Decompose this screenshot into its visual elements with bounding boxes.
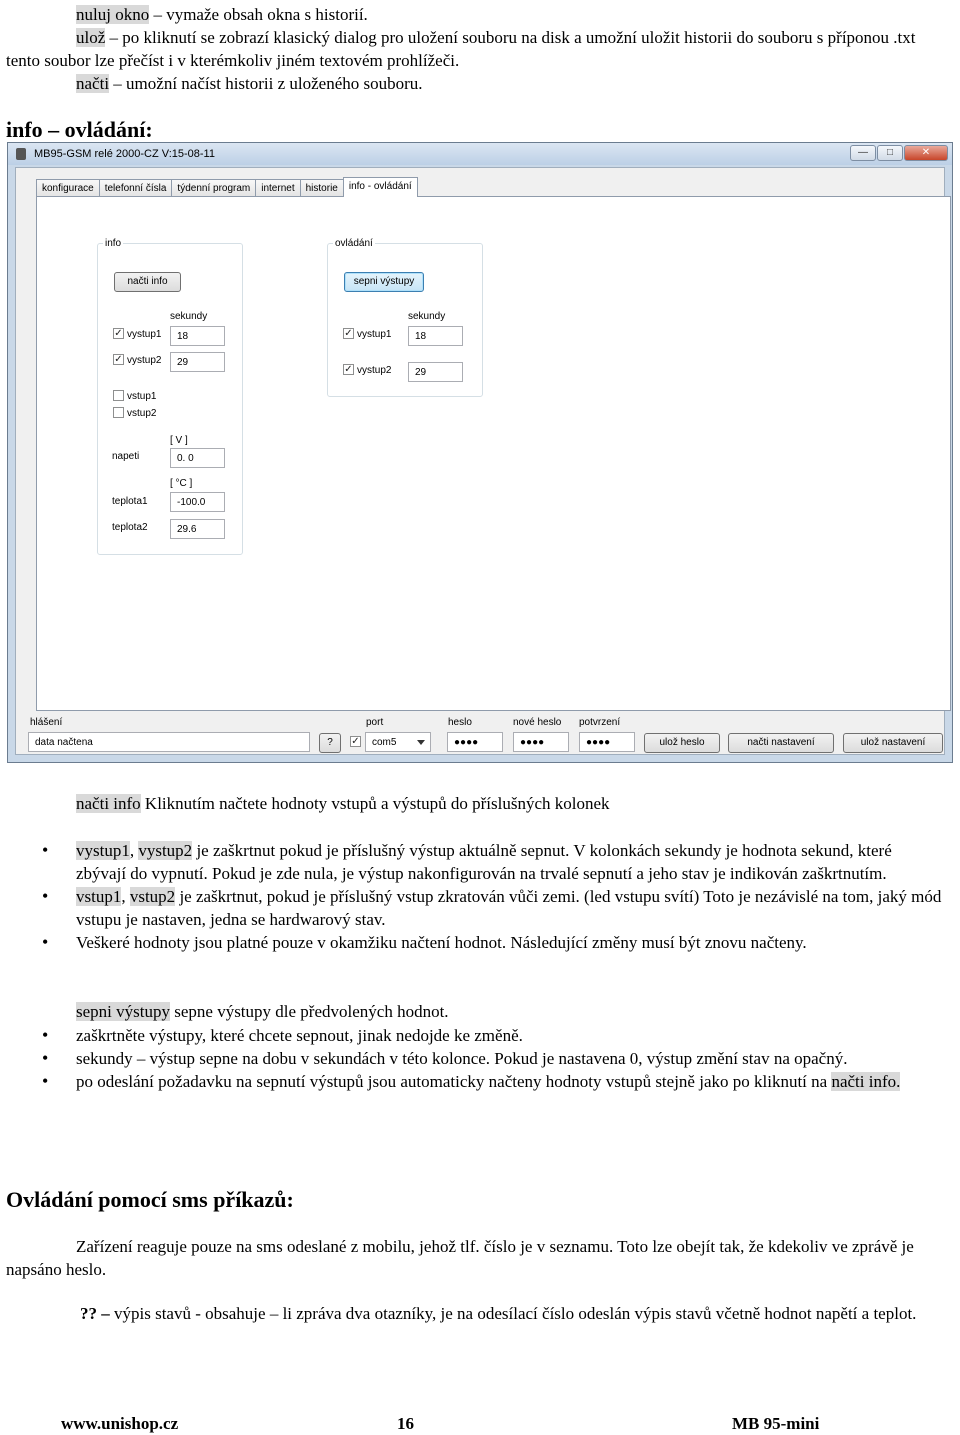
port-label: port: [366, 717, 384, 728]
tab-telefonni-cisla[interactable]: telefonní čísla: [99, 179, 173, 197]
info-group-title: info: [105, 238, 122, 249]
term-nacti: načti: [76, 74, 110, 93]
app-icon: [16, 148, 26, 160]
footer-page-number: 16: [397, 1414, 414, 1433]
intro-line-nacti: načti – umožní načíst historii z uloženého souboru.: [76, 74, 423, 93]
vystup1-seconds-field[interactable]: 18: [170, 326, 225, 346]
client-area: [15, 167, 945, 755]
minimize-icon[interactable]: —: [850, 145, 876, 161]
tab-panel-info-ovladani: [36, 196, 951, 711]
port-value: com5: [372, 737, 397, 748]
nacti-nastaveni-button[interactable]: načti nastavení: [728, 733, 834, 753]
sms-command-qq: ?? – výpis stavů - obsahuje – li zpráva dva otazníky, je na odesílací číslo odeslán výpis stavů včetně hodnot napětí a teplot.: [80, 1304, 917, 1323]
uloz-nastaveni-button[interactable]: ulož nastavení: [843, 733, 943, 753]
intro-line-uloz: ulož – po kliknutí se zobrazí klasický dialog pro uložení souboru na disk a umožní uložit historii do souboru s příponou .txt tento soubor lze přečíst i v kterémkoliv jiném textovém prohlížeči.: [6, 28, 916, 70]
tab-konfigurace[interactable]: konfigurace: [36, 179, 100, 197]
vystup2-checkbox[interactable]: ✓: [114, 354, 123, 365]
nacti-info-paragraph: načti info Kliknutím načtete hodnoty vstupů a výstupů do příslušných kolonek: [76, 794, 610, 813]
teplota1-field[interactable]: -100.0: [170, 492, 225, 512]
sepni-vystupy-button[interactable]: sepni výstupy: [344, 272, 424, 292]
nove-heslo-label: nové heslo: [513, 717, 562, 728]
ovladani-vystup1-label: vystup1: [357, 329, 392, 340]
ovladani-group: [327, 238, 483, 397]
vstup2-label: vstup2: [127, 408, 157, 419]
nove-heslo-field[interactable]: ●●●●: [513, 732, 569, 752]
vystup1-label: vystup1: [127, 329, 162, 340]
teplota1-label: teplota1: [112, 496, 148, 507]
sekundy-header: sekundy: [170, 311, 208, 322]
help-button[interactable]: ?: [319, 733, 341, 753]
napeti-label: napeti: [112, 451, 140, 462]
vstup1-checkbox[interactable]: [113, 390, 124, 401]
info-group: [97, 238, 243, 555]
tab-info-ovladani[interactable]: info - ovládání: [343, 177, 418, 197]
term-uloz: ulož: [76, 28, 106, 47]
heslo-field[interactable]: ●●●●: [447, 732, 503, 752]
tab-tydenni-program[interactable]: týdenní program: [171, 179, 256, 197]
potvrzeni-label: potvrzení: [579, 717, 621, 728]
vystup1-checkbox[interactable]: ✓: [114, 328, 123, 339]
section-heading-sms: Ovládání pomocí sms příkazů:: [6, 1187, 294, 1212]
list-item: • sekundy – výstup sepne na dobu v sekundách v této kolonce. Pokud je nastavena 0, výstup změní stav na opačný.: [6, 1047, 946, 1070]
title-bar: [8, 143, 952, 165]
vstup1-label: vstup1: [127, 391, 157, 402]
close-icon[interactable]: ✕: [904, 145, 948, 161]
sepni-bullets: [6, 1024, 946, 1093]
vstup2-checkbox[interactable]: [113, 407, 124, 418]
tab-internet[interactable]: internet: [255, 179, 300, 197]
command-qq: ?? –: [80, 1304, 110, 1323]
sepni-vystupy-paragraph: sepni výstupy sepne výstupy dle předvolených hodnot.: [76, 1002, 449, 1021]
port-checkbox[interactable]: ✓: [351, 736, 360, 747]
maximize-icon[interactable]: □: [877, 145, 903, 161]
tab-strip: [36, 177, 417, 197]
term-nacti-info: načti info: [76, 794, 141, 813]
teplota2-label: teplota2: [112, 522, 148, 533]
term-nuluj-okno: nuluj okno: [76, 5, 150, 24]
vystup2-label: vystup2: [127, 355, 162, 366]
nacti-info-bullets: [6, 839, 946, 954]
sekundy-header-ovladani: sekundy: [408, 311, 446, 322]
ovladani-group-title: ovládání: [335, 238, 373, 249]
section-heading-info-ovladani: info – ovládání:: [6, 117, 153, 142]
unit-celsius: [ °C ]: [170, 478, 193, 489]
sms-paragraph: Zařízení reaguje pouze na sms odeslané z mobilu, jehož tlf. číslo je v seznamu. Toto lze obejít tak, že kdekoliv ve zprávě je napsáno heslo.: [6, 1237, 914, 1279]
term-sepni-vystupy: sepni výstupy: [76, 1002, 170, 1021]
tab-historie[interactable]: historie: [300, 179, 344, 197]
list-item: • vstup1, vstup2 je zaškrtnut, pokud je příslušný vstup zkratován vůči zemi. (led vstupu svítí) Toto je nezávislé na tom, jaký mód vstupu je nastaven, jedna se hardwarový stav.: [6, 885, 946, 931]
app-window-screenshot: [7, 142, 953, 763]
napeti-field[interactable]: 0. 0: [170, 448, 225, 468]
uloz-heslo-button[interactable]: ulož heslo: [644, 733, 720, 753]
list-item: • po odeslání požadavku na sepnutí výstupů jsou automaticky načteny hodnoty vstupů stejně jako po kliknutí na načti info.: [6, 1070, 946, 1093]
ovladani-vystup1-seconds-field[interactable]: 18: [408, 326, 463, 346]
hlaseni-field[interactable]: data načtena: [28, 732, 310, 752]
unit-volts: [ V ]: [170, 435, 188, 446]
teplota2-field[interactable]: 29.6: [170, 519, 225, 539]
footer-product: MB 95-mini: [732, 1414, 820, 1433]
potvrzeni-field[interactable]: ●●●●: [579, 732, 635, 752]
chevron-down-icon: [417, 740, 425, 745]
nacti-info-button[interactable]: načti info: [114, 272, 181, 292]
window-controls: [849, 145, 948, 161]
list-item: • Veškeré hodnoty jsou platné pouze v okamžiku načtení hodnot. Následující změny musí být znovu načteny.: [6, 931, 946, 954]
ovladani-vystup1-checkbox[interactable]: ✓: [344, 328, 353, 339]
port-select[interactable]: [365, 732, 431, 752]
heslo-label: heslo: [448, 717, 472, 728]
vystup2-seconds-field[interactable]: 29: [170, 352, 225, 372]
footer-website: www.unishop.cz: [61, 1414, 179, 1433]
hlaseni-label: hlášení: [30, 717, 63, 728]
intro-line-nuluj-okno: nuluj okno – vymaže obsah okna s historií.: [76, 5, 368, 24]
list-item: • zaškrtněte výstupy, které chcete sepnout, jinak nedojde ke změně.: [6, 1024, 946, 1047]
ovladani-vystup2-label: vystup2: [357, 365, 392, 376]
ovladani-vystup2-seconds-field[interactable]: 29: [408, 362, 463, 382]
list-item: • vystup1, vystup2 je zaškrtnut pokud je příslušný výstup aktuálně sepnut. V kolonkách sekundy je hodnota sekund, které zbývají do vypnutí. Pokud je zde nula, je výstup nakonfigurován na trvalé sepnutí a jeho stav je indikován zaškrtnutím.: [6, 839, 946, 885]
window-title: MB95-GSM relé 2000-CZ V:15-08-11: [34, 148, 215, 160]
ovladani-vystup2-checkbox[interactable]: ✓: [344, 364, 353, 375]
